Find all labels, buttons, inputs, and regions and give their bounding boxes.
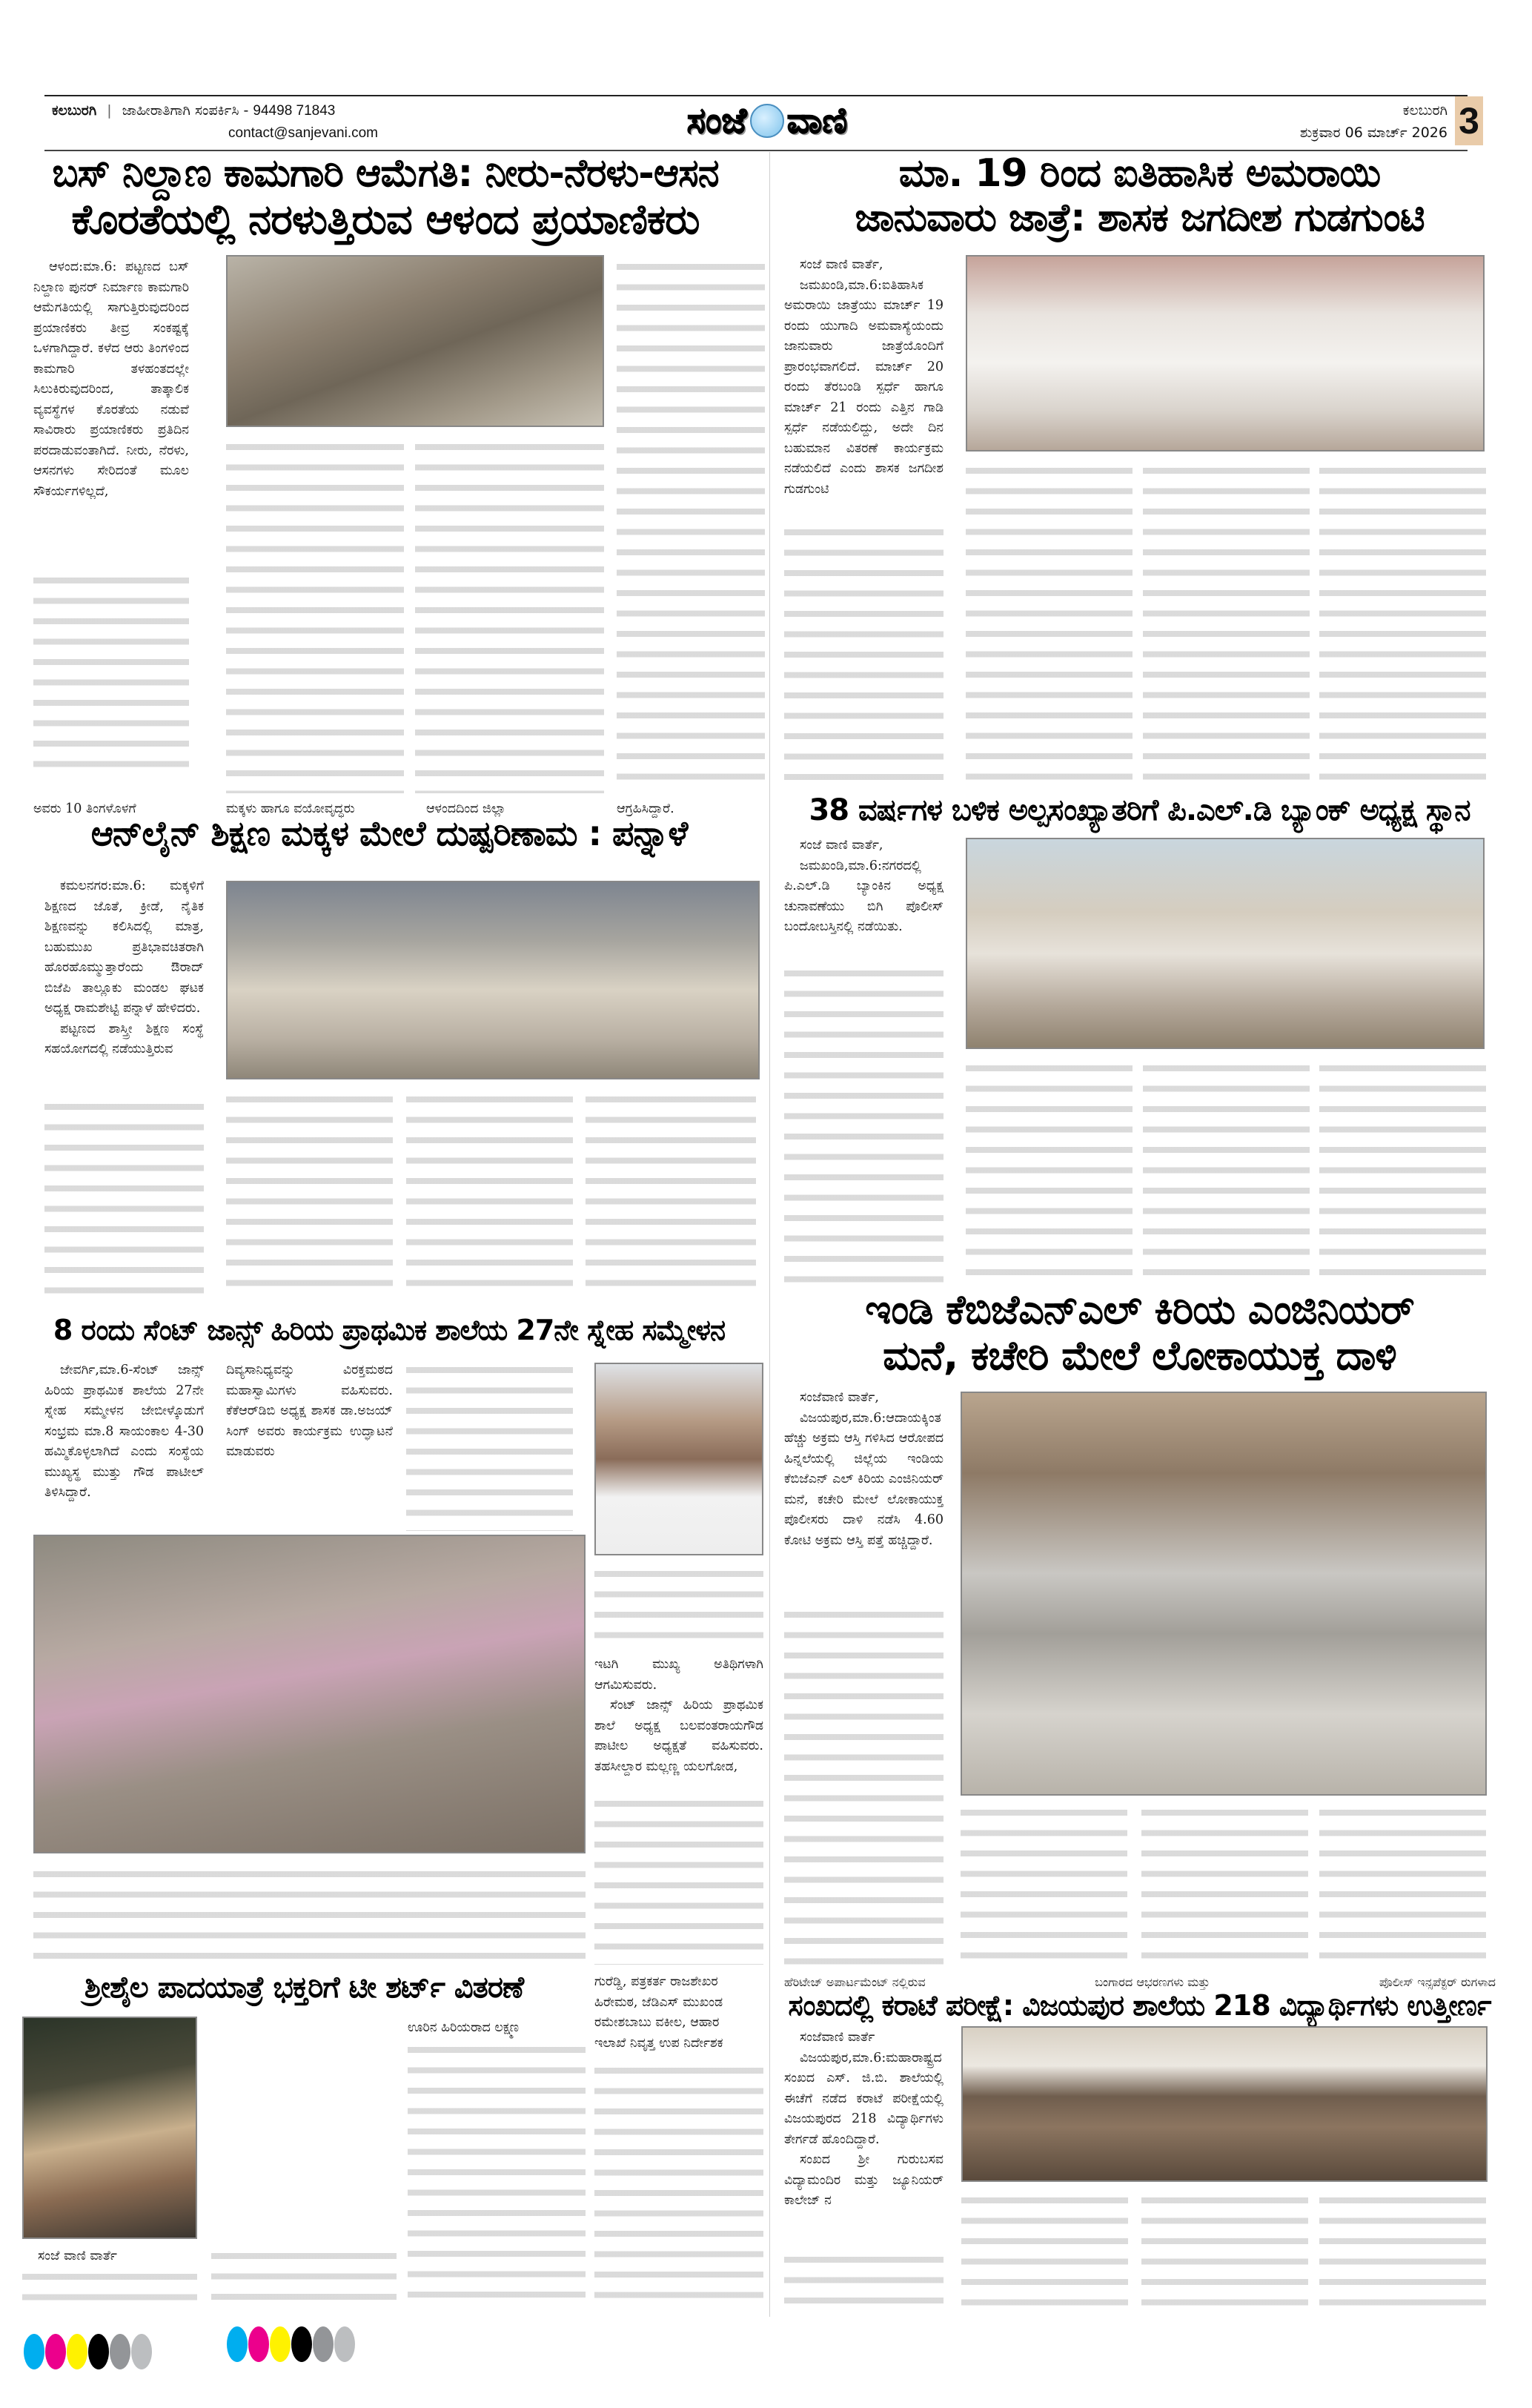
registration-dot — [248, 2326, 269, 2362]
registration-dot — [67, 2334, 87, 2369]
meeting-photo — [966, 255, 1485, 452]
bus-stand-col4-text — [617, 257, 765, 791]
masthead-location: ಕಲಬುರಗಿ — [52, 102, 97, 119]
karate-body — [784, 2028, 944, 2212]
registration-dot — [270, 2326, 291, 2362]
srishaila-side-line4: ಇಲಾಖೆ ನಿವೃತ್ತ ಉಪ ನಿರ್ದೇಶಕ — [594, 2035, 723, 2051]
karate-col3-text — [1141, 2191, 1308, 2309]
amarayi-body-text: ಜಮಖಂಡಿ,ಮಾ.6:ಐತಿಹಾಸಿಕ ಅಮರಾಯಿ ಜಾತ್ರೆಯು ಮಾರ್ಚ್ 19 ರಂದು ಯುಗಾದಿ ಅಮವಾಸ್ಯೆಯಂದು ಜಾನುವಾರು ಜಾತ್ರೆಯೊಂದಿಗೆ ಪ್ರಾರಂಭವಾಗಲಿದೆ. ಮಾರ್ಚ್ 20 ರಂದು ತೆರಬಂಡಿ ಸ್ಪರ್ಧೆ ಹಾಗೂ ಮಾರ್ಚ್ 21 ರಂದು ಎತ್ತಿನ ಗಾಡಿ ಸ್ಪರ್ಧೆ ನಡೆಯಲಿದ್ದು, ಅದೇ ದಿನ ಬಹುಮಾನ ವಿತರಣೆ ಕಾರ್ಯಕ್ರಮ ನಡೆಯಲಿದೆ ಎಂದು ಶಾಸಕ ಜಗದೀಶ ಗುಡಗುಂಟಿ — [784, 277, 944, 497]
bus-stand-col3-tail: ಆಳಂದದಿಂದ ಜಿಲ್ಲಾ — [426, 801, 506, 816]
globe-dove-icon — [750, 104, 784, 138]
srishaila-dateline: ಸಂಜೆ ವಾಣಿ ವಾರ್ತೆ — [38, 2249, 117, 2263]
online-education-col2-text — [226, 1090, 393, 1297]
online-education-body-text-2: ಪಟ್ಟಣದ ಶಾಸ್ತ್ರೀ ಶಿಕ್ಷಣ ಸಂಸ್ಥೆ ಸಹಯೋಗದಲ್ಲಿ ನಡೆಯುತ್ತಿರುವ — [44, 1021, 204, 1056]
amarayi-dateline: ಸಂಜೆ ವಾಣಿ ವಾರ್ತೆ, — [800, 257, 883, 272]
bus-stand-col3-text — [415, 437, 604, 793]
st-johns-side-body: ಸೆಂಟ್ ಜಾನ್ಸ್ ಹಿರಿಯ ಪ್ರಾಥಮಿಕ ಶಾಲೆ ಅಧ್ಯಕ್ಷ ಬಲವಂತರಾಯಗೌಡ ಪಾಟೀಲ ಅಧ್ಯಕ್ಷತೆ ವಹಿಸುವರು. ತಹಸೀಲ್ದಾರ ಮಲ್ಲಣ್ಣ ಯಲಗೋಡ, — [594, 1698, 763, 1774]
karate-col2-text — [961, 2191, 1128, 2309]
masthead-separator: | — [107, 102, 112, 119]
st-johns-headline: 8 ರಂದು ಸೆಂಟ್ ಜಾನ್ಸ್ ಹಿರಿಯ ಪ್ರಾಥಮಿಕ ಶಾಲೆಯ 27ನೇ ಸ್ನೇಹ ಸಮ್ಮೇಳನ — [53, 1314, 726, 1346]
online-education-body-continued — [44, 1097, 204, 1297]
srishaila-side-continued — [594, 2061, 763, 2306]
srishaila-col3-text: ಊರಿನ ಹಿರಿಯರಾದ ಲಕ್ಷ್ಮಣ — [408, 2020, 520, 2035]
pld-bank-col4-text — [1319, 1059, 1486, 1281]
st-johns-body-text: ಜೇವರ್ಗಿ,ಮಾ.6-ಸೆಂಟ್ ಜಾನ್ಸ್ ಹಿರಿಯ ಪ್ರಾಥಮಿಕ ಶಾಲೆಯ 27ನೇ ಸ್ನೇಹ ಸಮ್ಮೇಳನ ಜೇಬೀಳ್ಕೊಡುಗೆ ಸಂಭ್ರಮ ಮಾ.8 ಸಾಯಂಕಾಲ 4-30 ಹಮ್ಮಿಕೊಳ್ಳಲಾಗಿದೆ ಎಂದು ಸಂಸ್ಥೆಯ ಮುಖ್ಯಸ್ಥ ಮುತ್ತು ಗೌಡ ಪಾಟೀಲ್ ತಿಳಿಸಿದ್ದಾರೆ. — [44, 1363, 204, 1500]
srishaila-headline: ಶ್ರೀಶೈಲ ಪಾದಯಾತ್ರೆ ಭಕ್ತರಿಗೆ ಟೀ ಶರ್ಟ್ ವಿತರಣೆ — [84, 1971, 524, 2005]
construction-site-photo — [226, 255, 604, 427]
lokayukta-body — [784, 1388, 944, 1551]
registration-dot — [291, 2326, 312, 2362]
srishaila-side-line1: ಗುರೆಡ್ಡಿ, ಪತ್ರಕರ್ತ ರಾಜಶೇಖರ — [594, 1974, 718, 1989]
bus-stand-body-continued — [33, 571, 189, 778]
registration-dot — [131, 2334, 152, 2369]
registration-dot — [334, 2326, 355, 2362]
registration-marks-center — [227, 2326, 355, 2362]
amarayi-body-continued — [784, 523, 944, 790]
lokayukta-headline-line1: ಇಂಡಿ ಕೆಬಿಜೆಎನ್‌ಎಲ್ ಕಿರಿಯ ಎಂಜಿನಿಯರ್ — [865, 1286, 1414, 1333]
amarayi-body — [784, 255, 944, 500]
st-johns-body-col2-text: ದಿವ್ಯಸಾನಿಧ್ಯವನ್ನು ವಿರಕ್ತಮಠದ ಮಹಾಸ್ವಾಮಿಗಳು ವಹಿಸುವರು. ಕೆಕೆಆರ್‌ಡಿಬಿ ಅಧ್ಯಕ್ಷ ಶಾಸಕ ಡಾ.ಅಜಯ್ ಸಿಂಗ್ ಅವರು ಕಾರ್ಯಕ್ರಮ ಉದ್ಘಾಟನೆ ಮಾಡುವರು — [226, 1363, 393, 1459]
karate-col4-text — [1319, 2191, 1486, 2309]
lokayukta-dateline: ಸಂಜೆವಾಣಿ ವಾರ್ತೆ, — [800, 1390, 879, 1405]
portrait-caption — [594, 1564, 763, 1646]
bus-stand-col2-text — [226, 437, 404, 793]
pld-bank-body-continued — [784, 964, 944, 1283]
online-education-col3-text — [406, 1090, 573, 1297]
srishaila-side-line3: ರಮೇಶಬಾಬು ವಕೀಲ, ಆಹಾರ — [594, 2015, 720, 2030]
lokayukta-headline-line2: ಮನೆ, ಕಚೇರಿ ಮೇಲೆ ಲೋಕಾಯುಕ್ತ ದಾಳಿ — [883, 1332, 1396, 1380]
online-education-body-text: ಕಮಲನಗರ:ಮಾ.6: ಮಕ್ಕಳಿಗೆ ಶಿಕ್ಷಣದ ಜೊತೆ, ಕ್ರೀಡೆ, ನೈತಿಕ ಶಿಕ್ಷಣವನ್ನು ಕಲಿಸಿದಲ್ಲಿ ಮಾತ್ರ, ಬಹುಮುಖ ಪ್ರತಿಭಾವಚಿತರಾಗಿ ಹೊರಹೊಮ್ಮುತ್ತಾರೆಂದು ಔರಾದ್ ಬಿಜೆಪಿ ತಾಲ್ಲೂಕು ಮಂಡಲ ಘಟಕ ಅಧ್ಯಕ್ಷ ರಾಮಶೇಟ್ಟಿ ಪನ್ನಾಳೆ ಹೇಳಿದರು. — [44, 879, 204, 1016]
amarayi-headline-line1: ಮಾ. 19 ರಿಂದ ಐತಿಹಾಸಿಕ ಅಮರಾಯಿ — [898, 151, 1381, 196]
lokayukta-body-continued — [784, 1605, 944, 1968]
lokayukta-col2-text — [961, 1803, 1127, 1966]
srishaila-body-continued — [22, 2267, 197, 2308]
bus-stand-col2-tail: ಮಕ್ಕಳು ಹಾಗೂ ವಯೋವೃದ್ಧರು — [226, 801, 355, 816]
pld-bank-headline: 38 ವರ್ಷಗಳ ಬಳಿಕ ಅಲ್ಪಸಂಖ್ಯಾತರಿಗೆ ಪಿ.ಎಲ್.ಡಿ ಬ್ಯಾಂಕ್ ಅಧ್ಯಕ್ಷ ಸ್ಥಾನ — [809, 793, 1470, 827]
masthead-date: ಶುಕ್ರವಾರ 06 ಮಾರ್ಚ್ 2026 — [1299, 125, 1448, 141]
online-education-col4-text — [586, 1090, 756, 1297]
registration-dot — [110, 2334, 130, 2369]
st-johns-body-col2 — [226, 1360, 393, 1463]
pld-bank-col3-text — [1143, 1059, 1310, 1281]
registration-dot — [88, 2334, 109, 2369]
registration-dot — [313, 2326, 334, 2362]
srishaila-col3 — [408, 2018, 586, 2039]
logo-text-left: ಸಂಜೆ — [686, 99, 747, 142]
registration-dot — [45, 2334, 66, 2369]
lokayukta-col4-text — [1319, 1803, 1486, 1966]
registration-dot — [24, 2334, 44, 2369]
srishaila-side-line2: ಹಿರೇಮಠ, ಜೆಡಿಎಸ್ ಮುಖಂಡ — [594, 1994, 723, 2010]
st-johns-side — [594, 1655, 763, 1777]
amarayi-headline-line2: ಜಾನುವಾರು ಜಾತ್ರೆ: ಶಾಸಕ ಜಗದೀಶ ಗುಡಗುಂಟಿ — [855, 195, 1425, 240]
karate-dateline: ಸಂಜೆವಾಣಿ ವಾರ್ತೆ — [800, 2030, 875, 2045]
ad-contact-phone: 94498 71843 — [253, 103, 336, 119]
pld-bank-body-text: ಜಮಖಂಡಿ,ಮಾ.6:ನಗರದಲ್ಲಿ ಪಿ.ಎಲ್.ಡಿ ಬ್ಯಾಂಕಿನ ಅಧ್ಯಕ್ಷ ಚುನಾವಣೆಯು ಬಿಗಿ ಪೊಲೀಸ್ ಬಂದೋಬಸ್ತಿನಲ್ಲಿ ನಡೆಯಿತು. — [784, 858, 944, 934]
amarayi-col2-text — [966, 461, 1133, 787]
bus-stand-tail: ಅವರು 10 ತಿಂಗಳೊಳಗೆ — [33, 801, 136, 816]
st-johns-body — [44, 1360, 204, 1504]
holi-photo-caption — [33, 1865, 586, 1968]
st-johns-col3-text — [406, 1360, 573, 1531]
portrait-photo — [594, 1363, 763, 1555]
registration-marks-left — [24, 2334, 152, 2369]
ad-contact-label: ಜಾಹೀರಾತಿಗಾಗಿ ಸಂಪರ್ಕಿಸಿ - — [122, 102, 249, 119]
bus-stand-headline — [15, 152, 756, 244]
bus-stand-headline-line2: ಕೊರತೆಯಲ್ಲಿ ನರಳುತ್ತಿರುವ ಆಳಂದ ಪ್ರಯಾಣಿಕರು — [71, 195, 700, 244]
karate-students-group-photo — [961, 2026, 1488, 2182]
online-education-headline: ಆನ್‌ಲೈನ್ ಶಿಕ್ಷಣ ಮಕ್ಕಳ ಮೇಲೆ ದುಷ್ಪರಿಣಾಮ : ಪನ್ನಾಳೆ — [90, 813, 688, 853]
srishaila-side — [594, 1972, 763, 2054]
bank-celebration-photo — [966, 838, 1485, 1049]
lokayukta-tail-2: ಬಂಗಾರದ ಆಭರಣಗಳು ಮತ್ತು — [1095, 1975, 1210, 1989]
bus-stand-body-text: ಆಳಂದ:ಮಾ.6: ಪಟ್ಟಣದ ಬಸ್ ನಿಲ್ದಾಣ ಪುನರ್ ನಿರ್ಮಾಣ ಕಾಮಗಾರಿ ಆಮೆಗತಿಯಲ್ಲಿ ಸಾಗುತ್ತಿರುವುದರಿಂದ ಪ್ರಯಾಣಿಕರು ತೀವ್ರ ಸಂಕಷ್ಟಕ್ಕೆ ಒಳಗಾಗಿದ್ದಾರೆ. ಕಳೆದ ಆರು ತಿಂಗಳಿಂದ ಕಾಮಗಾರಿ ತಳಹಂತದಲ್ಲೇ ಸಿಲುಕಿರುವುದರಿಂದ, ತಾತ್ಕಾಲಿಕ ವ್ಯವಸ್ಥೆಗಳ ಕೊರತೆಯ ನಡುವೆ ಸಾವಿರಾರು ಪ್ರಯಾಣಿಕರು ಪ್ರತಿದಿನ ಪರದಾಡುವಂತಾಗಿದೆ. ನೀರು, ನೆರಳು, ಆಸನಗಳು ಸೇರಿದಂತೆ ಮೂಲ ಸೌಕರ್ಯಗಳಿಲ್ಲದೆ, — [33, 259, 189, 499]
seized-watches-jewellery-photo — [961, 1392, 1487, 1796]
contact-email: contact@sanjevani.com — [228, 125, 378, 141]
amarayi-headline — [775, 152, 1505, 241]
st-johns-side-continued — [594, 1794, 763, 1965]
bus-stand-body — [33, 257, 189, 502]
logo-text-right: ವಾಣಿ — [786, 99, 848, 142]
newspaper-logo — [671, 95, 863, 147]
lokayukta-headline — [775, 1287, 1505, 1379]
lokayukta-col3-text — [1141, 1803, 1308, 1966]
lokayukta-body-text: ವಿಜಯಪುರ,ಮಾ.6:ಆದಾಯಕ್ಕಿಂತ ಹೆಚ್ಚು ಅಕ್ರಮ ಆಸ್ತಿ ಗಳಿಸಿದ ಆರೋಪದ ಹಿನ್ನಲೆಯಲ್ಲಿ ಜಿಲ್ಲೆಯ ಇಂಡಿಯ ಕೆಬಿಜೆಎನ್ ಎಲ್ ಕಿರಿಯ ಎಂಜಿನಿಯರ್ ಮನೆ, ಕಚೇರಿ ಮೇಲೆ ಲೋಕಾಯುಕ್ತ ಪೊಲೀಸರು ದಾಳಿ ನಡೆಸಿ 4.60 ಕೋಟಿ ಅಕ್ರಮ ಆಸ್ತಿ ಪತ್ತೆ ಹಚ್ಚಿದ್ದಾರೆ. — [784, 1410, 944, 1548]
karate-body-text-2: ಸಂಖದ ಶ್ರೀ ಗುರುಬಸವ ವಿದ್ಯಾಮಂದಿರ ಮತ್ತು ಜ್ಯೂನಿಯರ್ ಕಾಲೇಜ್ ನ — [784, 2152, 944, 2208]
tshirt-distribution-photo — [22, 2017, 197, 2239]
st-johns-side-caption: ಇಟಗಿ ಮುಖ್ಯ ಅತಿಥಿಗಳಾಗಿ ಆಗಮಿಸುವರು. — [594, 1657, 763, 1693]
registration-dot — [227, 2326, 248, 2362]
karate-headline: ಸಂಖದಲ್ಲಿ ಕರಾಟೆ ಪರೀಕ್ಷೆ: ವಿಜಯಪುರ ಶಾಲೆಯ 218 ವಿದ್ಯಾರ್ಥಿಗಳು ಉತ್ತೀರ್ಣ — [788, 1989, 1491, 2022]
lokayukta-tail-1: ಹೆರಿಟೇಜ್ ಅಪಾರ್ಟಮೆಂಟ್ ನಲ್ಲಿರುವ — [784, 1975, 926, 1989]
students-certificates-photo — [226, 881, 760, 1079]
srishaila-body — [22, 2246, 197, 2267]
srishaila-col3-continued — [408, 2040, 586, 2307]
pld-bank-col2-text — [966, 1059, 1133, 1281]
center-column-divider — [769, 152, 770, 2317]
masthead-contact — [52, 99, 378, 145]
bus-stand-headline-line1: ಬಸ್ ನಿಲ್ದಾಣ ಕಾಮಗಾರಿ ಆಮೆಗತಿ: ನೀರು-ನೆರಳು-ಆಸನ — [52, 151, 719, 196]
bus-stand-col4-tail: ಆಗ್ರಹಿಸಿದ್ದಾರೆ. — [617, 801, 674, 816]
pld-bank-body — [784, 836, 944, 938]
page-number: 3 — [1455, 96, 1483, 145]
karate-body-text: ವಿಜಯಪುರ,ಮಾ.6:ಮಹಾರಾಷ್ಟ್ರದ ಸಂಖದ ಎಸ್. ಜಿ.ಬಿ. ಶಾಲೆಯಲ್ಲಿ ಈಚೆಗೆ ನಡೆದ ಕರಾಟೆ ಪರೀಕ್ಷೆಯಲ್ಲಿ ವಿಜಯಪುರದ 218 ವಿದ್ಯಾರ್ಥಿಗಳು ತೇರ್ಗಡೆ ಹೊಂದಿದ್ದಾರೆ. — [784, 2050, 944, 2147]
masthead-date-block — [1300, 99, 1448, 144]
lokayukta-tail-3: ಪೊಲೀಸ್ ಇನ್ಸಪೆಕ್ಟರ್ ರುಗಳಾದ — [1379, 1975, 1496, 1989]
masthead-edition-location: ಕಲಬುರಗಿ — [1402, 102, 1448, 119]
holi-celebration-photo — [33, 1535, 586, 1853]
online-education-body — [44, 876, 204, 1060]
amarayi-col4-text — [1319, 461, 1486, 787]
pld-bank-dateline: ಸಂಜೆ ವಾಣಿ ವಾರ್ತೆ, — [800, 838, 883, 853]
karate-body-continued — [784, 2250, 944, 2309]
amarayi-col3-text — [1143, 461, 1310, 787]
srishaila-col2-text — [211, 2246, 397, 2309]
